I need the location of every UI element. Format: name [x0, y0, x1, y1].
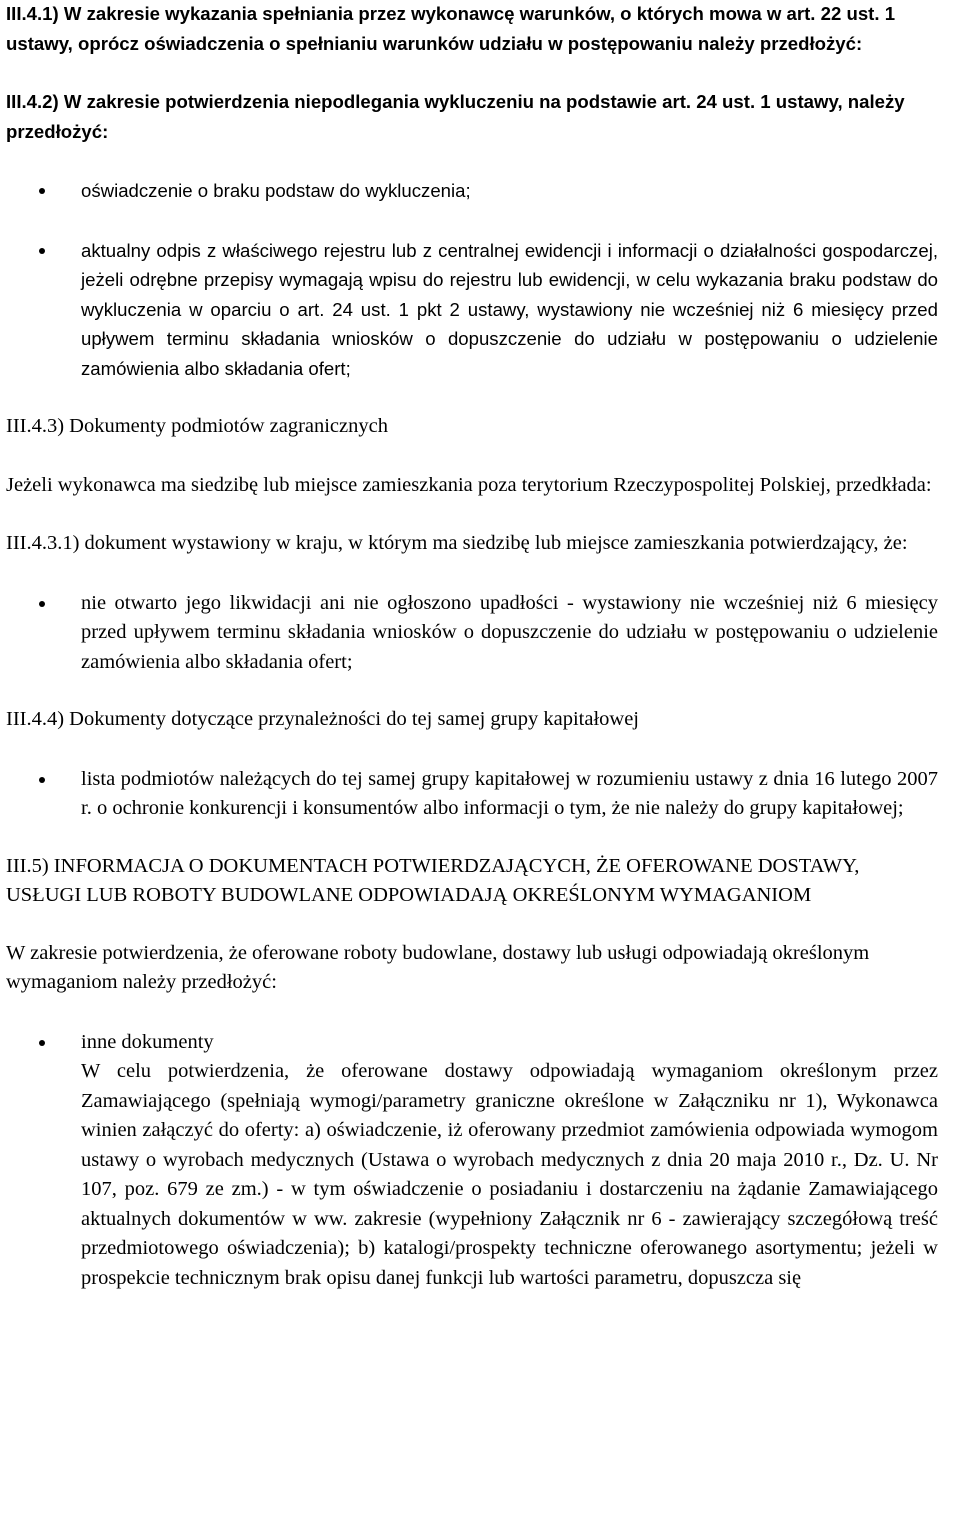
section-iii-4-3-1-heading: III.4.3.1) dokument wystawiony w kraju, w którym ma siedzibę lub miejsce zamieszkania potwierdzający, że:	[6, 532, 908, 554]
bullet-icon	[39, 777, 45, 783]
section-iii-4-3-heading: III.4.3) Dokumenty podmiotów zagranicznych	[6, 415, 388, 437]
section-iii-4-3-list	[6, 589, 938, 678]
bullet-icon	[39, 1040, 45, 1046]
list-item-body: W celu potwierdzenia, że oferowane dostawy odpowiadają wymaganiom określonym przez Zamawiającego (spełniają wymogi/parametry graniczne określone w Załączniku nr 1), Wykonawca winien załączyć do oferty: a) oświadczenie, iż oferowany przedmiot zamówienia odpowiada wymogom ustawy o wyrobach medycznych (Ustawa o wyrobach medycznych z dnia 20 maja 2010 r., Dz. U. Nr 107, poz. 679 ze zm.) - w tym oświadczenie o posiadaniu i dostarczeniu na żądanie Zamawiającego aktualnych dokumentów w ww. zakresie (wypełniony Załącznik nr 6 - zawierający szczegółową treść przedmiotowego oświadczenia); b) katalogi/prospekty techniczne oferowanego asortymentu; jeżeli w prospekcie technicznym brak opisu danej funkcji lub wartości parametru, dopuszcza się	[81, 1060, 938, 1289]
section-iii-4-2-list	[6, 176, 938, 383]
section-iii-4-2-heading: III.4.2) W zakresie potwierdzenia niepodlegania wykluczeniu na podstawie art. 24 ust. 1 ustawy, należy przedłożyć:	[6, 91, 905, 142]
list-item-title: inne dokumenty	[81, 1030, 214, 1053]
list-item: nie otwarto jego likwidacji ani nie ogłoszono upadłości - wystawiony nie wcześniej niż 6 miesięcy przed upływem terminu składania wniosków o dopuszczenie do udziału w postępowaniu o udzielenie zamówienia albo składania ofert;	[6, 589, 938, 678]
list-item: oświadczenie o braku podstaw do wykluczenia;	[6, 176, 938, 206]
section-iii-5-heading: III.5) INFORMACJA O DOKUMENTACH POTWIERDZAJĄCYCH, ŻE OFEROWANE DOSTAWY, USŁUGI LUB ROBOTY BUDOWLANE ODPOWIADAJĄ OKREŚLONYM WYMAGANIOM	[6, 854, 860, 906]
list-item: lista podmiotów należących do tej samej grupy kapitałowej w rozumieniu ustawy z dnia 16 lutego 2007 r. o ochronie konkurencji i konsumentów albo informacji o tym, że nie należy do grupy kapitałowej;	[6, 765, 938, 824]
bullet-icon	[39, 601, 45, 607]
section-iii-5-intro: W zakresie potwierdzenia, że oferowane roboty budowlane, dostawy lub usługi odpowiadają określonym wymaganiom należy przedłożyć:	[6, 941, 870, 993]
list-item: aktualny odpis z właściwego rejestru lub z centralnej ewidencji i informacji o działalności gospodarczej, jeżeli odrębne przepisy wymagają wpisu do rejestru lub ewidencji, w celu wykazania braku podstaw do wykluczenia w oparciu o art. 24 ust. 1 pkt 2 ustawy, wystawiony nie wcześniej niż 6 miesięcy przed upływem terminu składania wniosków o dopuszczenie do udziału w postępowaniu o udzielenie zamówienia albo składania ofert;	[6, 236, 938, 384]
section-iii-4-4-heading: III.4.4) Dokumenty dotyczące przynależności do tej samej grupy kapitałowej	[6, 708, 639, 730]
section-iii-4-3-intro: Jeżeli wykonawca ma siedzibę lub miejsce zamieszkania poza terytorium Rzeczypospolitej Polskiej, przedkłada:	[6, 473, 932, 496]
bullet-icon	[39, 248, 45, 254]
section-iii-5-list	[6, 1028, 938, 1294]
bullet-icon	[39, 188, 45, 194]
section-iii-4-1-heading: III.4.1) W zakresie wykazania spełniania przez wykonawcę warunków, o których mowa w art. 22 ust. 1 ustawy, oprócz oświadczenia o spełnianiu warunków udziału w postępowaniu należy przedłożyć:	[6, 3, 896, 54]
section-iii-4-4-list	[6, 765, 938, 824]
list-item	[6, 1028, 938, 1294]
